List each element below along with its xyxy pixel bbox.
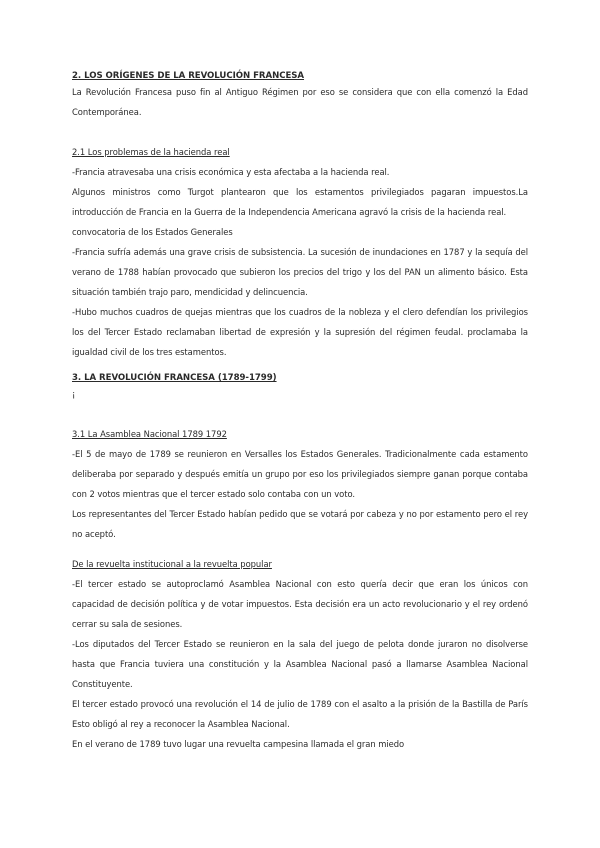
paragraph: convocatoria de los Estados Generales xyxy=(72,227,233,237)
paragraph: -El tercer estado se autoproclamó Asamblea Nacional con esto quería decir que eran los únicos con capacidad de decisión política y de votar impuestos. Esta decisión era un acto revolucionario y el rey ordenó cerrar su sala de sesiones. xyxy=(72,579,528,629)
section-2-heading: 2. LOS ORÍGENES DE LA REVOLUCIÓN FRANCESA xyxy=(72,71,305,81)
paragraph: Algunos ministros como Turgot plantearon que los estamentos privilegiados pagaran impuestos.La introducción de Francia en la Guerra de la Independencia Americana agravó la crisis de la hacienda real. xyxy=(72,187,528,217)
section-3-heading: 3. LA REVOLUCIÓN FRANCESA (1789-1799) xyxy=(72,373,277,383)
paragraph: -Francia sufría además una grave crisis de subsistencia. La sucesión de inundaciones en 1787 y la sequía del verano de 1788 habían provocado que subieron los precios del trigo y los del PAN un alimento básico. Esta situación también trajo paro, mendicidad y delincuencia. xyxy=(72,247,528,297)
paragraph: -Hubo muchos cuadros de quejas mientras que los cuadros de la nobleza y el clero defendían los privilegios los del Tercer Estado reclamaban libertad de expresión y la supresión del régimen feudal. proclamaba la igualdad civil de los tres estamentos. xyxy=(72,307,528,357)
section-3-1-heading: 3.1 La Asamblea Nacional 1789 1792 xyxy=(72,429,227,439)
paragraph: -El 5 de mayo de 1789 se reunieron en Versalles los Estados Generales. Tradicionalmente cada estamento deliberaba por separado y después emitía un grupo por eso los privilegiados siempre ganan porque contaba con 2 votos mientras que el tercer estado solo contaba con un voto. xyxy=(72,449,528,499)
section-2-intro: La Revolución Francesa puso fin al Antiguo Régimen por eso se considera que con ella comenzó la Edad Contemporánea. xyxy=(72,87,528,117)
section-3-mark: ¡ xyxy=(72,389,76,399)
paragraph: -Francia atravesaba una crisis económica y esta afectaba a la hacienda real. xyxy=(72,167,390,177)
section-2-1-heading: 2.1 Los problemas de la hacienda real xyxy=(72,147,230,157)
paragraph: Los representantes del Tercer Estado habían pedido que se votará por cabeza y no por estamento pero el rey no aceptó. xyxy=(72,509,528,539)
paragraph: -Los diputados del Tercer Estado se reunieron en la sala del juego de pelota donde juraron no disolverse hasta que Francia tuviera una constitución y la Asamblea Nacional pasó a llamarse Asamblea Nacional Constituyente. xyxy=(72,639,528,689)
paragraph: En el verano de 1789 tuvo lugar una revuelta campesina llamada el gran miedo xyxy=(72,739,405,749)
paragraph: El tercer estado provocó una revolución el 14 de julio de 1789 con el asalto a la prisión de la Bastilla de París Esto obligó al rey a reconocer la Asamblea Nacional. xyxy=(72,699,528,729)
section-3-2-heading: De la revuelta institucional a la revuelta popular xyxy=(72,559,272,569)
